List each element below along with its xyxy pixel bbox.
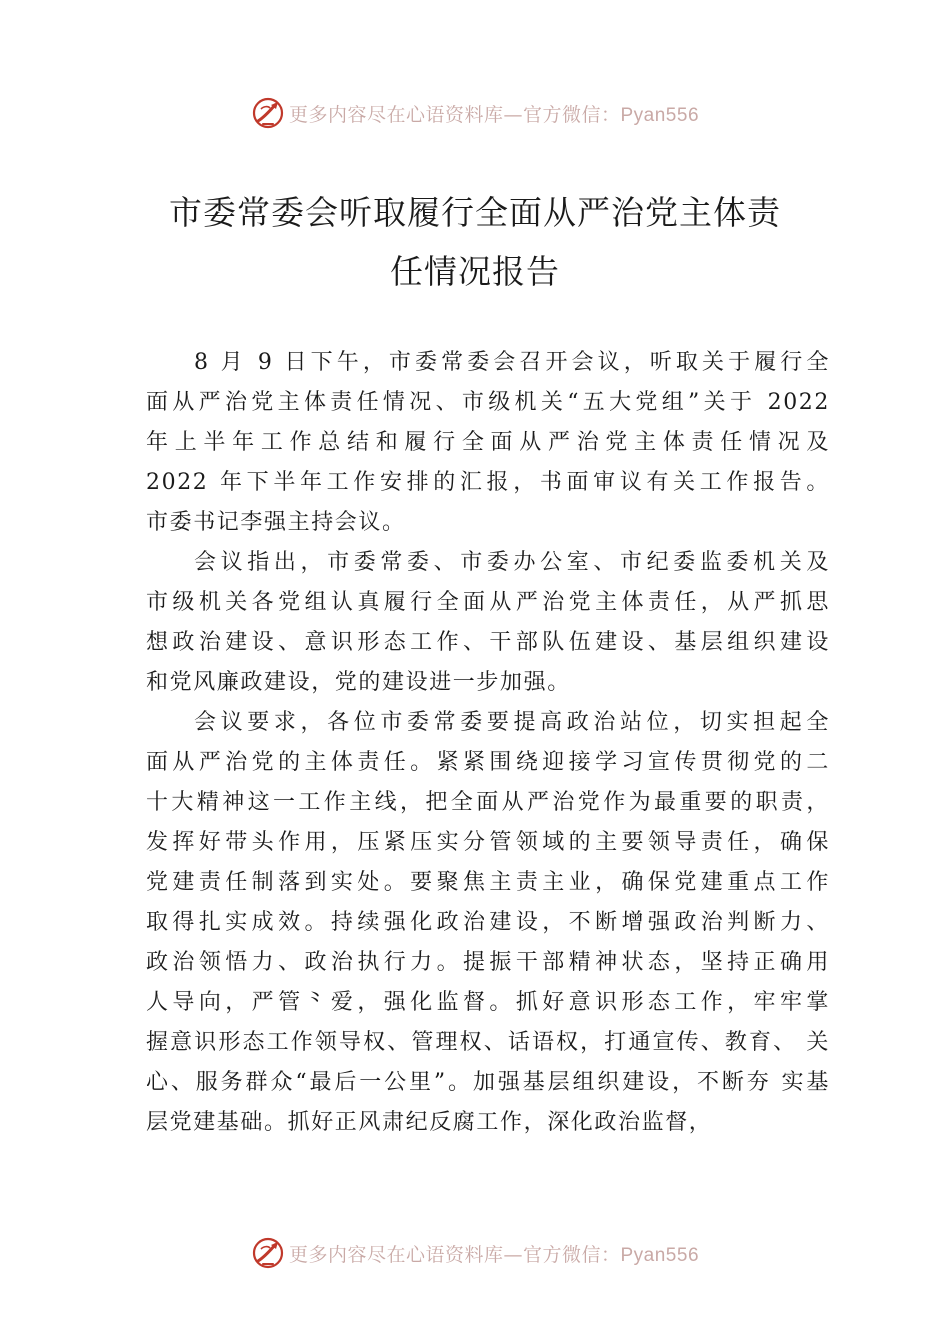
body-line: 政治领悟力、政治执行力。提振干部精神状态，坚持正确用 — [146, 950, 830, 975]
body-line: 年上半年工作总结和履行全面从严治党主体责任情况及 — [146, 430, 830, 455]
pen-logo-icon — [251, 96, 285, 130]
pen-logo-icon — [251, 1236, 285, 1270]
watermark-text: 更多内容尽在心语资料库—官方微信：Pyan556 — [288, 1243, 700, 1266]
body-line: 2022 年下半年工作安排的汇报，书面审议有关工作报告。 — [146, 470, 830, 495]
body-line: 人导向，严管⺀爱，强化监督。抓好意识形态工作，牢牢掌 — [146, 990, 830, 1015]
body-line: 想政治建设、意识形态工作、干部队伍建设、基层组织建设 — [146, 630, 830, 655]
body-line: 8 月 9 日下午，市委常委会召开会议，听取关于履行全 — [194, 350, 830, 375]
body-line: 层党建基础。抓好正风肃纪反腐工作，深化政治监督， — [146, 1110, 713, 1135]
body-line: 面从严治党主体责任情况、市级机关“五大党组”关于 2022 — [146, 390, 830, 415]
body-line: 市委书记李强主持会议。 — [146, 510, 406, 535]
body-line: 党建责任制落到实处。要聚焦主责主业，确保党建重点工作 — [146, 870, 830, 895]
body-line: 市级机关各党组认真履行全面从严治党主体责任，从严抓思 — [146, 590, 830, 615]
footer-watermark — [0, 1233, 950, 1273]
title-line: 任情况报告 — [390, 252, 560, 291]
body-line: 和党风廉政建设，党的建设进一步加强。 — [146, 670, 571, 695]
body-line: 十大精神这一工作主线，把全面从严治党作为最重要的职责， — [146, 790, 830, 815]
document-body — [146, 343, 830, 1143]
title-line: 市委常委会听取履行全面从严治党主体责 — [169, 193, 781, 232]
body-line: 会议指出，市委常委、市委办公室、市纪委监委机关及 — [194, 550, 830, 575]
watermark-text: 更多内容尽在心语资料库—官方微信：Pyan556 — [288, 103, 700, 126]
body-line: 握意识形态工作领导权、管理权、话语权，打通宣传、教育、 关 — [146, 1030, 830, 1055]
body-line: 取得扎实成效。持续强化政治建设，不断增强政治判断力、 — [146, 910, 830, 935]
header-watermark — [0, 93, 950, 133]
body-line: 发挥好带头作用，压紧压实分管领域的主要领导责任，确保 — [146, 830, 830, 855]
body-line: 心、服务群众“最后一公里”。加强基层组织建设，不断夯 实基 — [146, 1070, 830, 1095]
document-title — [0, 183, 950, 301]
body-line: 会议要求，各位市委常委要提高政治站位，切实担起全 — [194, 710, 830, 735]
body-line: 面从严治党的主体责任。紧紧围绕迎接学习宣传贯彻党的二 — [146, 750, 830, 775]
